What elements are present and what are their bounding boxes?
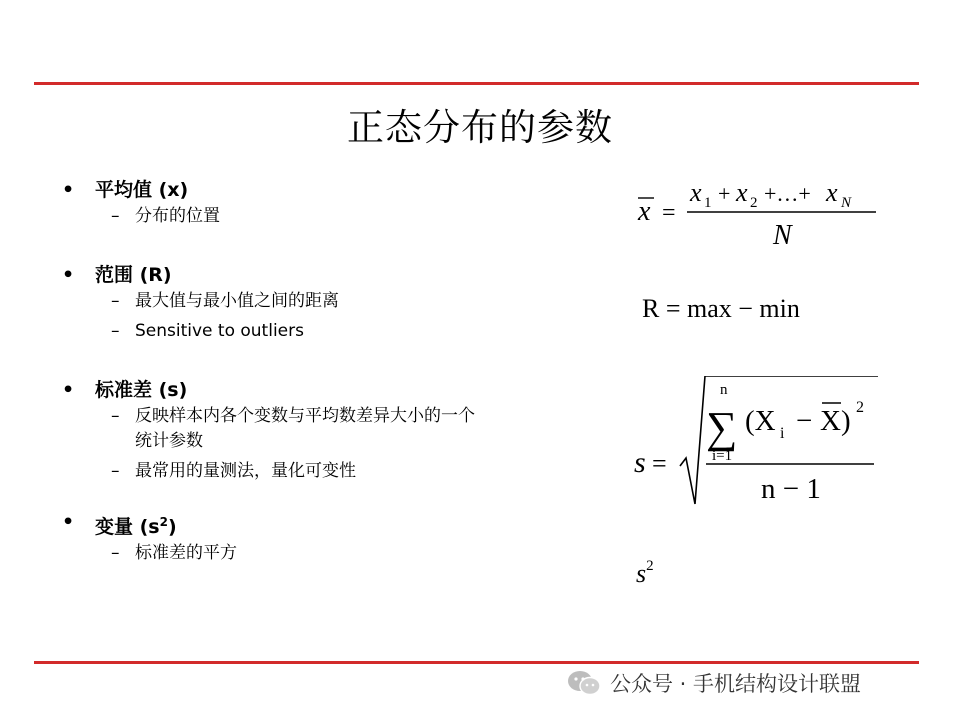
sub-item	[62, 541, 582, 566]
svg-text:s: s	[634, 446, 646, 479]
sub-item	[62, 289, 582, 314]
dash-icon	[111, 541, 120, 566]
bullet-stddev-label: 标准差 (s)	[95, 379, 188, 401]
svg-text:2: 2	[856, 399, 864, 416]
stddev-formula	[628, 376, 888, 512]
svg-text:+: +	[718, 181, 731, 206]
svg-text:−: −	[796, 405, 813, 437]
sub-item	[62, 404, 582, 429]
svg-text:x: x	[826, 178, 838, 207]
variance-formula: $s^2$	[636, 558, 654, 588]
svg-text:2: 2	[750, 195, 758, 211]
range-formula: R = max − min	[642, 294, 800, 323]
dash-icon	[111, 204, 120, 229]
svg-text:+…+: +…+	[764, 181, 811, 206]
sub-item	[62, 319, 582, 344]
bullet-variance-label-prefix: 变量 (s	[95, 516, 160, 538]
bullet-range	[62, 261, 582, 289]
bullet-mean-label: 平均值 (x)	[95, 179, 189, 201]
svg-text:x: x	[690, 178, 702, 207]
svg-text:n − 1: n − 1	[761, 473, 821, 505]
bullet-dot-icon	[62, 261, 74, 289]
bullet-dot-icon	[62, 508, 74, 536]
svg-text:=: =	[652, 449, 667, 478]
watermark-text: 公众号 · 手机结构设计联盟	[610, 672, 862, 696]
svg-text:(X: (X	[745, 405, 776, 437]
svg-text:1: 1	[704, 195, 712, 211]
bullet-list	[62, 176, 582, 566]
bullet-dot-icon	[62, 376, 74, 404]
sub-item-text: Sensitive to outliers	[135, 321, 304, 341]
dash-icon	[111, 289, 120, 314]
sub-item-text: 反映样本内各个变数与平均数差异大小的一个	[135, 406, 475, 426]
sub-item-text: 最大值与最小值之间的距离	[135, 291, 339, 311]
bullet-mean	[62, 176, 582, 204]
bullet-stddev	[62, 376, 582, 404]
bullet-range-label: 范围 (R)	[95, 264, 172, 286]
sub-item	[62, 204, 582, 229]
bullet-variance	[62, 508, 582, 541]
dash-icon	[111, 459, 120, 484]
bottom-red-rule	[34, 661, 919, 664]
slide-title: 正态分布的参数	[347, 106, 613, 149]
watermark	[566, 668, 861, 698]
top-red-rule	[34, 82, 919, 85]
svg-text:i=1: i=1	[712, 448, 733, 464]
bullet-dot-icon	[62, 176, 74, 204]
sub-item-text: 分布的位置	[135, 206, 220, 226]
dash-icon	[111, 404, 120, 429]
sub-item-text: 最常用的量测法，量化可变性	[135, 461, 356, 481]
bullet-variance-label-suffix: )	[167, 516, 177, 538]
svg-text:=: =	[662, 200, 676, 226]
sub-item-text: 标准差的平方	[135, 543, 237, 563]
sub-item-continuation	[62, 429, 582, 454]
svg-text:x: x	[638, 196, 651, 227]
mean-formula	[630, 176, 890, 252]
svg-text:N: N	[841, 195, 852, 211]
dash-icon	[111, 319, 120, 344]
svg-text:∑: ∑	[706, 403, 738, 452]
svg-text:N: N	[773, 220, 792, 251]
sub-item-text: 统计参数	[135, 431, 203, 451]
bullet-variance-label-sup: 2	[159, 515, 168, 529]
sub-item	[62, 459, 582, 484]
svg-text:x: x	[736, 178, 748, 207]
wechat-icon	[566, 670, 602, 696]
svg-text:n: n	[720, 382, 728, 398]
svg-text:X): X)	[820, 405, 851, 437]
svg-text:i: i	[780, 425, 785, 442]
